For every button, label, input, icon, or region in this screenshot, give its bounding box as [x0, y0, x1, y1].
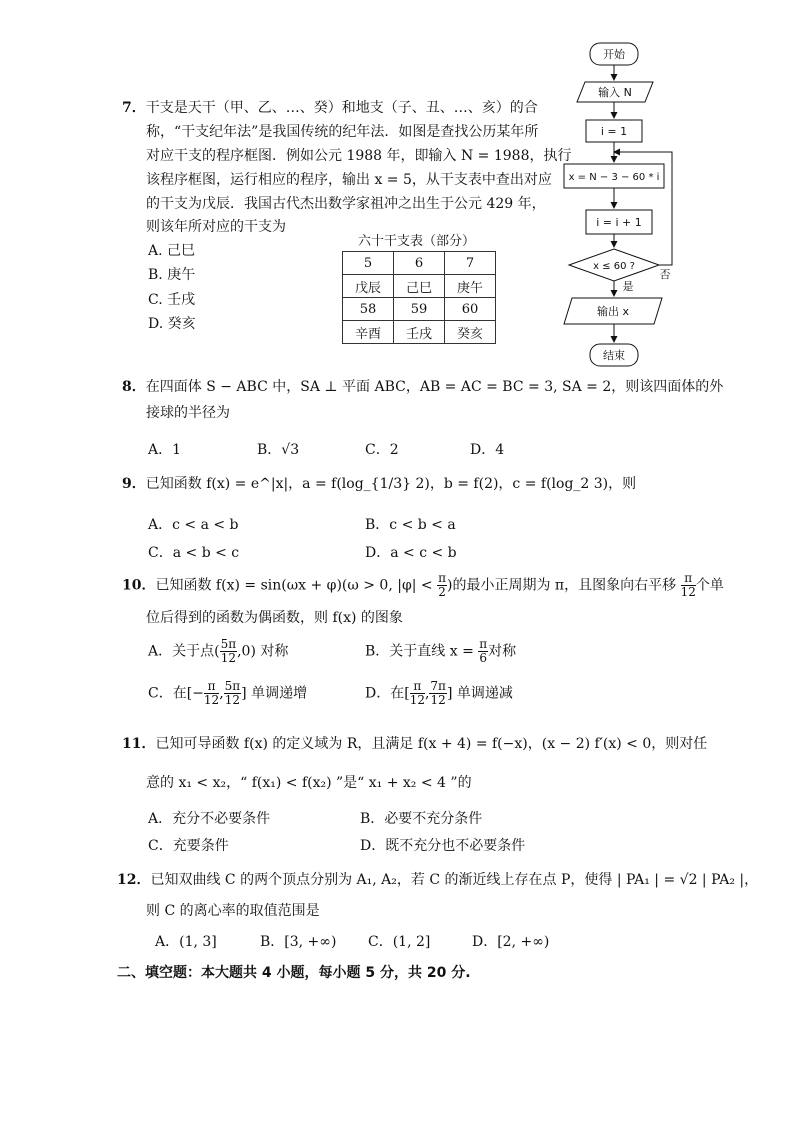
table-cell: 60 [445, 298, 496, 321]
q11-line-2: 意的 x₁ < x₂，“ f(x₁) < f(x₂) ”是“ x₁ + x₂ < 4 ”的 [146, 775, 472, 791]
q10-option-b: B．关于直线 x = $\frac{\pi}{6}$ 对称 [365, 637, 517, 665]
q10-option-a: A．关于点( $\frac{5\pi}{12}$ ,0) 对称 [148, 637, 289, 665]
flow-cond-label: x ≤ 60 ? [593, 261, 635, 272]
table-row [343, 275, 496, 298]
table-cell: 5 [343, 252, 394, 275]
q10-line-1c: 个单 [695, 577, 724, 594]
flow-end-label: 结束 [603, 349, 625, 362]
program-flowchart [555, 38, 715, 378]
flow-input-label: 输入 N [598, 86, 632, 99]
fraction: $\frac{\pi}{6}$ [479, 637, 488, 665]
table-cell: 6 [394, 252, 445, 275]
q10-line-2: 位后得到的函数为偶函数，则 f(x) 的图象 [146, 610, 403, 626]
fraction: $\frac{5\pi}{12}$ [220, 637, 237, 665]
table-row [343, 321, 496, 344]
q10-line-1b: )的最小正周期为 π，且图象向右平移 [447, 577, 677, 594]
question-number: 11． [122, 736, 156, 752]
table-row [343, 298, 496, 321]
q8-option-b: B．√3 [257, 442, 300, 458]
q9-text: 已知函数 f(x) = e^|x|，a = f(log_{1/3} 2)，b = f(2)，c = f(log_2 3)，则 [145, 476, 637, 492]
q7-line-4: 该程序框图，运行相应的程序，输出 x = 5，从干支表中查出对应 [146, 172, 552, 188]
q7-option-a: A. 己巳 [148, 243, 196, 259]
section-heading-fill-in: 二、填空题：本大题共 4 小题，每小题 5 分，共 20 分. [117, 965, 471, 981]
q7-line-1: 干支是天干（甲、乙、…、癸）和地支（子、丑、…、亥）的合 [145, 100, 538, 116]
table-cell: 壬戌 [394, 321, 445, 344]
q12-line-1: 已知双曲线 C 的两个顶点分别为 A₁, A₂，若 C 的渐近线上存在点 P，使得 | PA₁ | = √2 | PA₂ |， [150, 872, 759, 888]
q8-option-a: A．1 [148, 442, 182, 458]
table-cell: 庚午 [445, 275, 496, 298]
table-cell: 7 [445, 252, 496, 275]
table-cell: 己巳 [394, 275, 445, 298]
q8-line-2: 接球的半径为 [146, 405, 230, 421]
q11-line-1: 已知可导函数 f(x) 的定义域为 R，且满足 f(x + 4) = f(−x)，(x − 2) f′(x) < 0，则对任 [155, 736, 708, 752]
fraction: $\frac{\pi}{12}$ [203, 679, 220, 707]
flow-incr-label: i = i + 1 [596, 216, 642, 229]
q8-option-c: C．2 [365, 442, 399, 458]
q10-option-c: C．在[− $\frac{\pi}{12}$ , $\frac{5\pi}{12}$ ] 单调递增 [148, 679, 308, 707]
question-number: 7． [122, 100, 146, 116]
question-number: 9． [122, 476, 146, 492]
q7-option-b: B. 庚午 [148, 267, 196, 283]
q7-line-2: 称，“干支纪年法”是我国传统的纪年法．如图是查找公历某年所 [146, 124, 539, 140]
q7-line-3: 对应干支的程序框图．例如公元 1988 年，即输入 N = 1988，执行 [146, 148, 572, 164]
q12-option-a: A．(1, 3] [155, 934, 217, 950]
question-number: 12． [117, 872, 151, 888]
q11-option-b: B．必要不充分条件 [360, 811, 483, 827]
fraction: $\frac{7\pi}{12}$ [430, 679, 446, 707]
q11-option-a: A．充分不必要条件 [148, 811, 271, 827]
q9-option-d: D．a < c < b [365, 545, 457, 561]
flow-no-label: 否 [659, 268, 671, 281]
fraction: $\frac{5\pi}{12}$ [224, 679, 241, 707]
flow-yes-label: 是 [622, 280, 634, 293]
q7-line-5: 的干支为戊辰．我国古代杰出数学家祖冲之出生于公元 429 年， [146, 196, 546, 212]
q12-option-c: C．(1, 2] [368, 934, 431, 950]
q8-line-1: 在四面体 S − ABC 中，SA ⊥ 平面 ABC，AB = AC = BC = 3, SA = 2，则该四面体的外 [145, 379, 724, 395]
q10-option-d: D．在[ $\frac{\pi}{12}$ , $\frac{7\pi}{12}$ ] 单调递减 [365, 679, 513, 707]
q7-line-6: 则该年所对应的干支为 [146, 219, 286, 235]
q9-option-b: B．c < b < a [365, 517, 456, 533]
flow-output-label: 输出 x [596, 305, 630, 318]
ganzhi-table [342, 251, 496, 344]
ganzhi-table-title: 六十干支表（部分） [358, 234, 476, 249]
table-cell: 59 [394, 298, 445, 321]
q12-option-b: B．[3, +∞) [260, 934, 337, 950]
table-row [343, 252, 496, 275]
q11-option-d: D．既不充分也不必要条件 [360, 838, 526, 854]
table-cell: 戊辰 [343, 275, 394, 298]
flow-init-label: i = 1 [600, 125, 628, 138]
q12-option-d: D．[2, +∞) [472, 934, 550, 950]
q10-line-1a: 已知函数 f(x) = sin(ωx + φ)(ω > 0, |φ| < [155, 577, 433, 594]
q9-option-c: C．a < b < c [148, 545, 240, 561]
q11-option-c: C．充要条件 [148, 838, 229, 854]
q8-option-d: D．4 [470, 442, 505, 458]
q12-line-2: 则 C 的离心率的取值范围是 [146, 903, 320, 919]
table-cell: 癸亥 [445, 321, 496, 344]
q9-option-a: A．c < a < b [148, 517, 239, 533]
fraction: $\frac{\pi}{2}$ [438, 571, 446, 599]
q7-option-c: C. 壬戌 [148, 292, 196, 308]
table-cell: 辛酉 [343, 321, 394, 344]
fraction: $\frac{\pi}{12}$ [409, 679, 425, 707]
q7-option-d: D. 癸亥 [148, 316, 196, 332]
fraction: $\frac{\pi}{12}$ [680, 571, 696, 599]
flow-start-label: 开始 [603, 48, 625, 61]
flow-calc-label: x = N − 3 − 60 * i [568, 172, 660, 183]
question-number: 8． [122, 379, 146, 395]
question-number: 10． [122, 577, 156, 594]
table-cell: 58 [343, 298, 394, 321]
